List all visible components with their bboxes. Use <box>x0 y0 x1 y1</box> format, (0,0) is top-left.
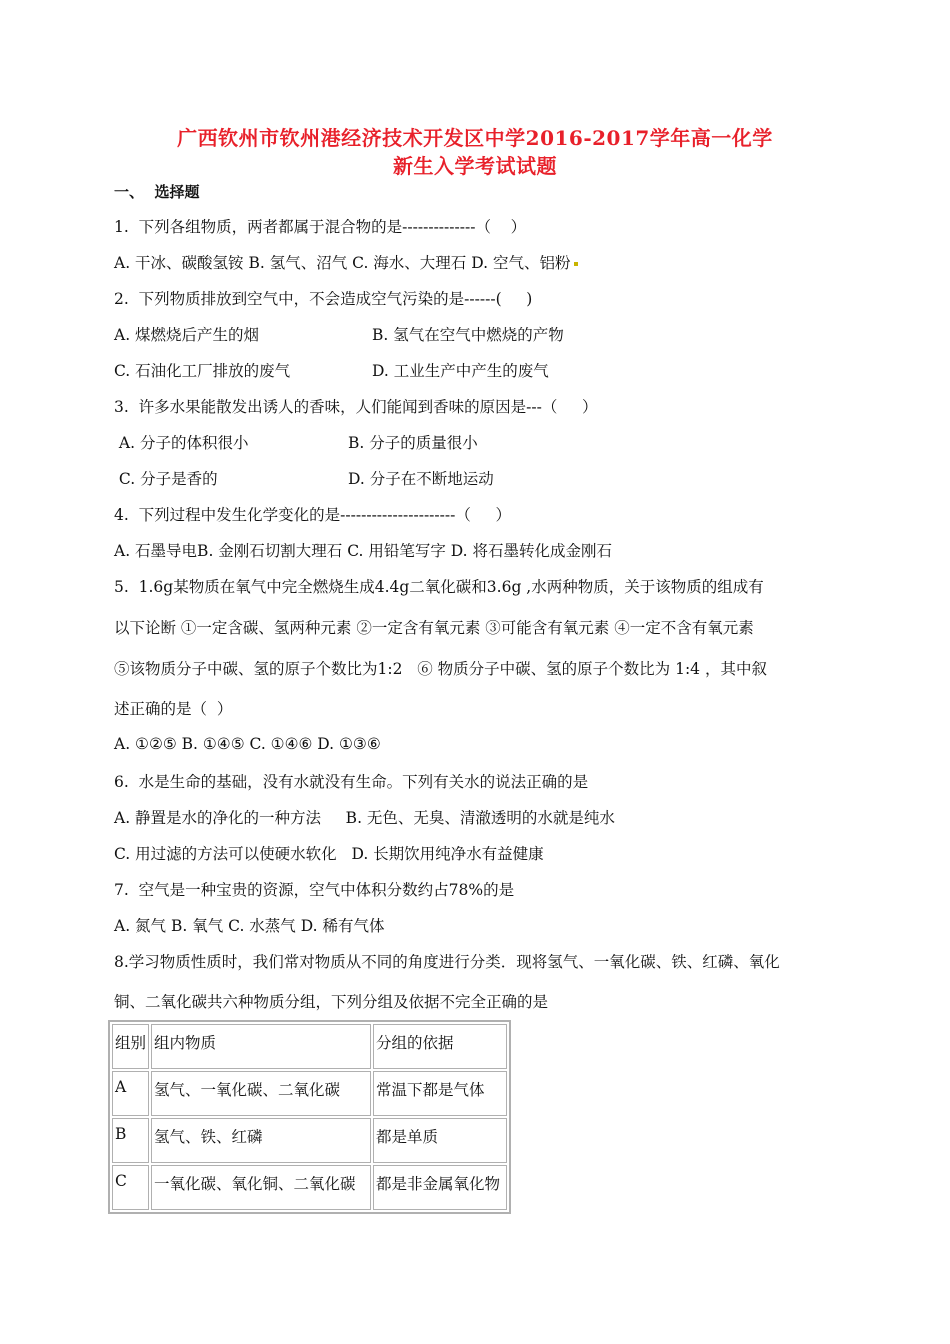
question-1-stem: 1. 下列各组物质，两者都属于混合物的是--------------（ ） <box>114 218 527 236</box>
grouping-table <box>108 1020 511 1214</box>
question-4-options: A. 石墨导电B. 金刚石切割大理石 C. 用铅笔写字 D. 将石墨转化成金刚石 <box>114 542 613 560</box>
table-row <box>112 1071 507 1116</box>
question-3-stem: 3. 许多水果能散发出诱人的香味，人们能闻到香味的原因是---（ ） <box>114 398 598 416</box>
table-header-cell: 组别 <box>112 1024 149 1069</box>
table-header-row <box>112 1024 507 1069</box>
question-8-line1: 8.学习物质性质时，我们常对物质从不同的角度进行分类．现将氢气、一氧化碳、铁、红磷、氧化 <box>114 953 780 971</box>
question-7-stem: 7. 空气是一种宝贵的资源，空气中体积分数约占78%的是 <box>114 881 515 899</box>
question-2-option-c: C. 石油化工厂排放的废气 <box>114 362 291 380</box>
table-cell: 一氧化碳、氧化铜、二氧化碳 <box>151 1165 371 1210</box>
question-1-options-text: A. 干冰、碳酸氢铵 B. 氢气、沼气 C. 海水、大理石 D. 空气、铝粉 <box>114 254 571 272</box>
exam-title-line2: 新生入学考试试题 <box>393 154 557 178</box>
question-4-stem: 4. 下列过程中发生化学变化的是----------------------（ ） <box>114 506 511 524</box>
question-5-line3: ⑤该物质分子中碳、氢的原子个数比为1:2 ⑥ 物质分子中碳、氢的原子个数比为 1:4 ，其中叙 <box>114 660 767 678</box>
question-2-stem: 2. 下列物质排放到空气中，不会造成空气污染的是------( ) <box>114 290 533 308</box>
table-header-cell: 组内物质 <box>151 1024 371 1069</box>
table-cell: 都是单质 <box>373 1118 507 1163</box>
table-cell: B <box>112 1118 149 1163</box>
table-cell: C <box>112 1165 149 1210</box>
question-3-option-c: C. 分子是香的 <box>114 470 218 488</box>
question-6-options-ab: A. 静置是水的净化的一种方法 B. 无色、无臭、清澈透明的水就是纯水 <box>114 809 615 827</box>
table-header-cell: 分组的依据 <box>373 1024 507 1069</box>
question-5-line4: 述正确的是（ ） <box>114 700 233 718</box>
question-1-options <box>114 251 578 273</box>
table-cell: 氢气、铁、红磷 <box>151 1118 371 1163</box>
question-5-options: A. ①②⑤ B. ①④⑤ C. ①④⑥ D. ①③⑥ <box>114 735 381 753</box>
question-7-options: A. 氮气 B. 氧气 C. 水蒸气 D. 稀有气体 <box>114 917 385 935</box>
question-2-option-d: D. 工业生产中产生的废气 <box>372 362 549 380</box>
section-heading: 一、 选择题 <box>114 183 200 201</box>
question-6-stem: 6. 水是生命的基础，没有水就没有生命。下列有关水的说法正确的是 <box>114 773 589 791</box>
question-3-option-d: D. 分子在不断地运动 <box>348 470 494 488</box>
question-6-options-cd: C. 用过滤的方法可以使硬水软化 D. 长期饮用纯净水有益健康 <box>114 845 544 863</box>
exam-title-line1: 广西钦州市钦州港经济技术开发区中学2016-2017学年高一化学 <box>177 126 773 150</box>
question-2-option-b: B. 氢气在空气中燃烧的产物 <box>372 326 564 344</box>
question-5-line2: 以下论断 ①一定含碳、氢两种元素 ②一定含有氧元素 ③可能含有氧元素 ④一定不含有氧元素 <box>114 619 754 637</box>
table-cell: 都是非金属氧化物 <box>373 1165 507 1210</box>
question-5-line1: 5. 1.6g某物质在氧气中完全燃烧生成4.4g二氧化碳和3.6g ,水两种物质，关于该物质的组成有 <box>114 578 764 596</box>
table-cell: 常温下都是气体 <box>373 1071 507 1116</box>
table-cell: A <box>112 1071 149 1116</box>
table-row <box>112 1118 507 1163</box>
table-row <box>112 1165 507 1210</box>
question-3-option-b: B. 分子的质量很小 <box>348 434 478 452</box>
table-cell: 氢气、一氧化碳、二氧化碳 <box>151 1071 371 1116</box>
question-2-option-a: A. 煤燃烧后产生的烟 <box>114 326 260 344</box>
question-3-option-a: A. 分子的体积很小 <box>114 434 249 452</box>
question-8-line2: 铜、二氧化碳共六种物质分组，下列分组及依据不完全正确的是 <box>114 993 549 1011</box>
stray-mark <box>574 262 578 266</box>
